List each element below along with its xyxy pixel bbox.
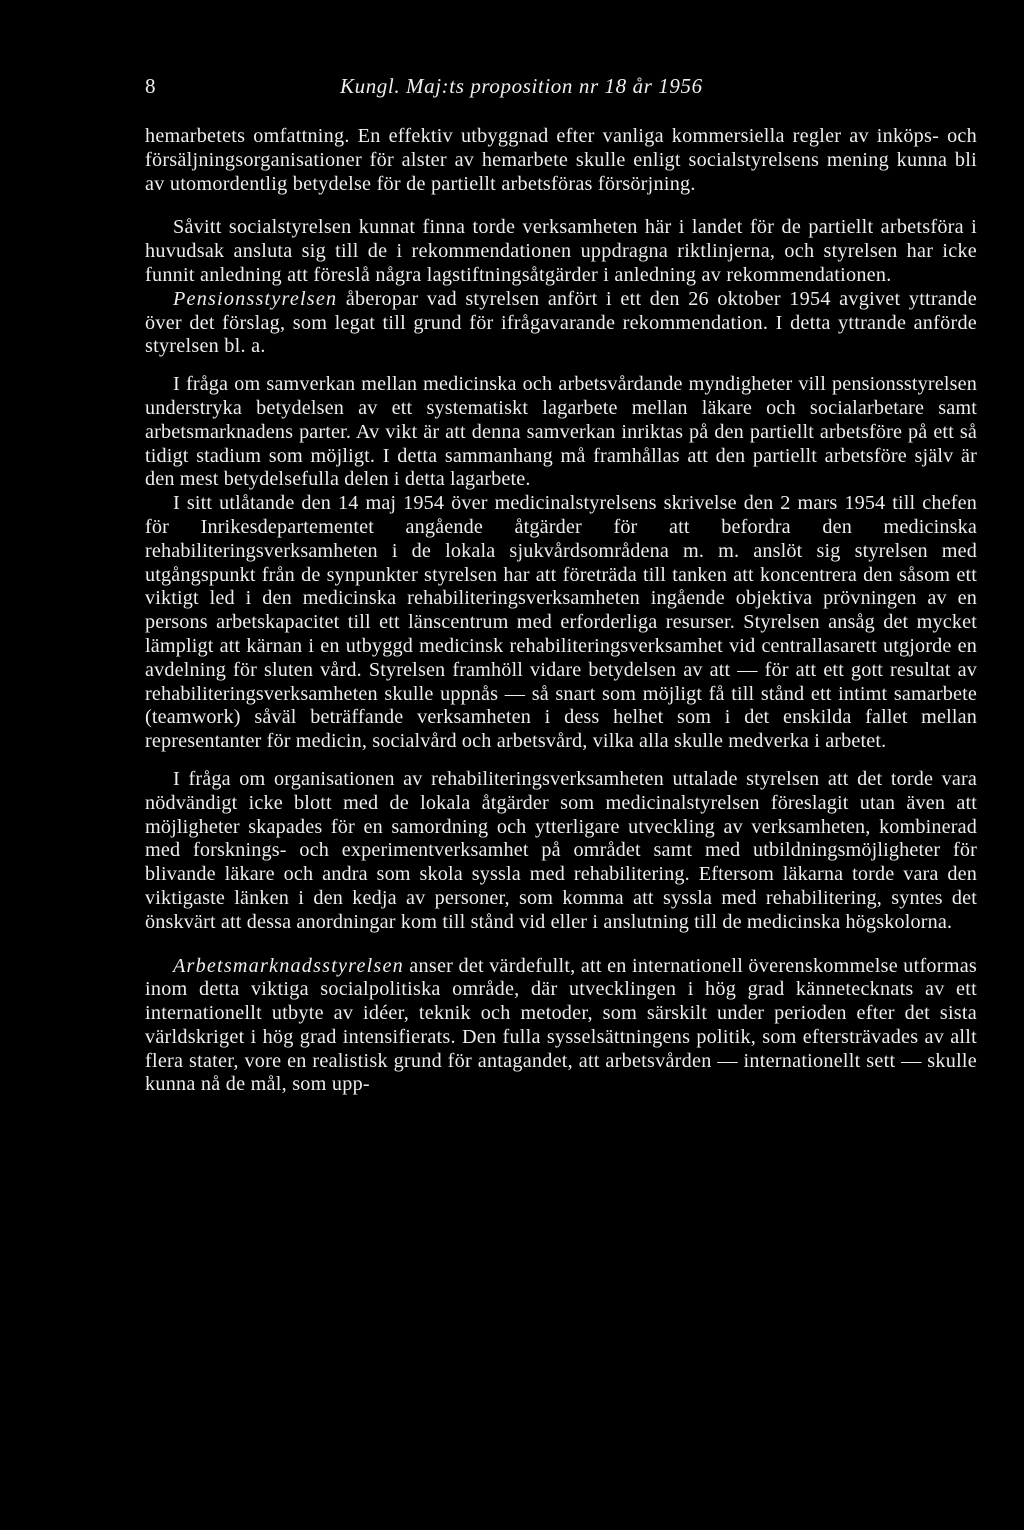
paragraph-continuation [145, 125, 977, 196]
quoted-paragraph [145, 768, 977, 935]
page-header [145, 74, 975, 110]
page-number: 8 [145, 74, 156, 98]
quoted-paragraph [145, 373, 977, 492]
paragraph-text: anser det värdefullt, att en internationell överenskommelse utformas inom detta viktiga socialpolitiska område, där utvecklingen i hög grad kännetecknats av ett internationellt utbyte av idéer, teknik och metoder, som särskilt under perioden efter det sista världskriget i hög grad intensifierats. Den fulla sysselsättningens politik, som eftersträvades av allt flera stater, vore en realistisk grund för antagandet, att arbetsvården — internationellt sett — skulle kunna nå de mål, som upp- [145, 954, 978, 1096]
running-title: Kungl. Maj:ts proposition nr 18 år 1956 [340, 74, 703, 98]
paragraph-text: I fråga om organisationen av rehabiliteringsverksamheten uttalade styrelsen att det torde vara nödvändigt icke blott med de lokala åtgärder som medicinalstyrelsen föreslagit utan även att möjligheter skapades för en samordning och ytterligare utveckling av verksamheten, kombinerad med forsknings- och experimentverksamhet på området samt med utbildningsmöjligheter för blivande läkare och andra som skola syssla med rehabilitering. Eftersom läkarna torde vara den viktigaste länken i den kedja av personer, som komma att syssla med rehabilitering, syntes det önskvärt att dessa anordningar kom till stånd vid eller i anslutning till de medicinska högskolorna. [145, 767, 977, 933]
quoted-paragraph [145, 492, 977, 754]
agency-name: Pensionsstyrelsen [173, 287, 338, 310]
paragraph-text: Såvitt socialstyrelsen kunnat finna torde verksamheten här i landet för de partiellt arbetsföra i huvudsak ansluta sig till de i rekommendationen uppdragna riktlinjerna, och styrelsen har icke funnit anledning att föreslå några lagstiftningsåtgärder i anledning av rekommendationen. [145, 216, 977, 286]
paragraph-socialstyrelsen [145, 216, 977, 287]
agency-name: Arbetsmarknadsstyrelsen [173, 954, 404, 977]
paragraph-text: I sitt utlåtande den 14 maj 1954 över medicinalstyrelsens skrivelse den 2 mars 1954 till chefen för Inrikesdepartementet angående åtgärder för att befordra den medicinska rehabiliteringsverksamheten i de lokala sjukvårdsområdena m. m. anslöt sig styrelsen med utgångspunkt från de synpunkter styrelsen har att företräda till tanken att koncentrera den såsom ett viktigt led i den medicinska rehabiliteringsverksamheten ingående objektiva prövningen av en persons arbetskapacitet till ett länscentrum med erforderliga resurser. Styrelsen ansåg det mycket lämpligt att kärnan i en utbyggd medicinsk rehabiliteringsverksamhet vid centrallasarett utgjorde en avdelning för sluten vård. Styrelsen framhöll vidare betydelsen av att — för att ett gott resultat av rehabiliteringsverksamheten skulle uppnås — så snart som möjligt få till stånd ett intimt samarbete (teamwork) såväl beträffande verksamheten i dess helhet som i det enskilda fallet mellan representanter för medicin, socialvård och arbetsvård, vilka alla skulle medverka i arbetet. [145, 492, 977, 753]
paragraph-text: I fråga om samverkan mellan medicinska och arbetsvårdande myndigheter vill pensionsstyrelsen understryka betydelsen av ett systematiskt lagarbete mellan läkare och socialarbetare samt arbetsmarknadens parter. Av vikt är att denna samverkan inriktas på den partiellt arbetsföre på ett så tidigt stadium som möjligt. I detta sammanhang må framhållas att den partiellt arbetsföre själv är den mest betydelsefulla delen i detta lagarbete. [145, 373, 977, 491]
paragraph-text: åberopar vad styrelsen anfört i ett den 26 oktober 1954 avgivet yttrande över det förslag, som legat till grund för ifrågavarande rekommendation. I detta yttrande anförde styrelsen bl. a. [145, 287, 977, 358]
paragraph-pensionsstyrelsen [145, 288, 977, 359]
paragraph-arbetsmarknadsstyrelsen [145, 955, 977, 1098]
paragraph-text: hemarbetets omfattning. En effektiv utbyggnad efter vanliga kommersiella regler av inköps- och försäljningsorganisationer för alster av hemarbete skulle enligt socialstyrelsens mening kunna bli av utomordentlig betydelse för de partiellt arbetsföras försörjning. [145, 125, 977, 195]
document-body [145, 125, 977, 1097]
